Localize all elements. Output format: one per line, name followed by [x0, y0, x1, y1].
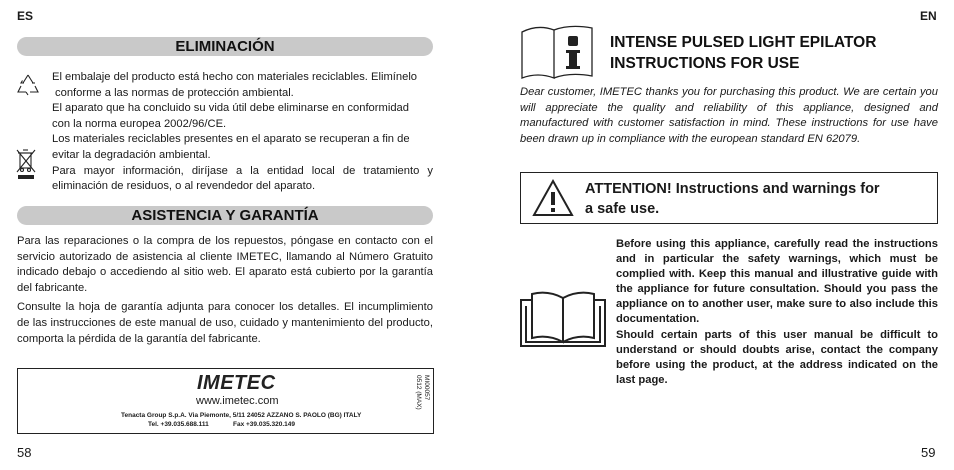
document-code [414, 375, 430, 410]
asistencia-p2: Consulte la hoja de garantía adjunta para conocer los detalles. El incumplimiento de las instrucciones de este manual de uso, cuidado y mantenimiento del producto, comporta la pérdida de la garantía del fabricante. [17, 301, 433, 345]
attention-line1: ATTENTION! Instructions and warnings for [585, 181, 880, 197]
company-fax: Fax +39.035.320.149 [233, 421, 295, 428]
manual-title [610, 32, 920, 74]
eliminacion-p4-line2: eliminación de residuos, o al revendedor del aparato. [52, 180, 316, 193]
attention-title [585, 179, 931, 219]
company-phone: Tel. +39.035.688.111 [148, 421, 209, 428]
eliminacion-p1-line1: El embalaje del producto está hecho con materiales reciclables. Elimínelo [52, 71, 418, 83]
crossed-bin-icon [15, 146, 37, 180]
page-number-left: 58 [17, 445, 32, 460]
eliminacion-p2-line1: El aparato que ha concluido su vida útil debe eliminarse en conformidad [52, 102, 409, 115]
imetec-contact-box [17, 368, 434, 434]
document-code-line2: 0512 (MAX) [415, 375, 422, 410]
section-title-eliminacion: ELIMINACIÓN [17, 37, 433, 56]
page-number-right: 59 [921, 445, 936, 460]
eliminacion-p1-line2: conforme a las normas de protección ambiental. [55, 86, 294, 99]
eliminacion-p4-line1: Para mayor información, diríjase a la entidad local de tratamiento y [52, 164, 433, 177]
language-code-en: EN [920, 9, 937, 23]
intro-paragraph: Dear customer, IMETEC thanks you for purchasing this product. We are certain you will appreciate the quality and reliability of this appliance, designed and manufactured with customer satisfaction in mind. These instructions for use have been drawn up in compliance with the european standard EN 62079. [520, 86, 938, 145]
language-code-es: ES [17, 9, 34, 23]
recycle-icon [15, 72, 41, 98]
safety-paragraph-2: Should certain parts of this user manual be difficult to understand or should doubts arise, contact the company before using the product, at the address indicated on the last page. [616, 328, 938, 386]
manual-title-line2: INSTRUCTIONS FOR USE [610, 55, 800, 72]
eliminacion-p3-line2: evitar la degradación ambiental. [52, 148, 211, 161]
website-link[interactable]: www.imetec.com [196, 395, 279, 407]
eliminacion-p3-line1: Los materiales reciclables presentes en el aparato se recuperan a fin de [52, 133, 410, 146]
info-book-icon [520, 22, 596, 80]
attention-line2: a safe use. [585, 201, 660, 217]
attention-box [520, 172, 938, 224]
section-title-asistencia: ASISTENCIA Y GARANTÍA [17, 206, 433, 225]
company-address: Tenacta Group S.p.A. Via Piemonte, 5/11 24052 AZZANO S. PAOLO (BG) ITALY [121, 412, 362, 419]
imetec-logo: IMETEC [197, 372, 276, 394]
eliminacion-p2-line2: con la norma europea 2002/96/CE. [52, 117, 227, 130]
safety-instructions [616, 237, 938, 388]
manual-title-line1: INTENSE PULSED LIGHT EPILATOR [610, 34, 877, 51]
safety-paragraph-1: Before using this appliance, carefully read the instructions and in particular the safety warnings, which must be complied with. Keep this manual and illustrative guide with the appliance for future consultation. Should you pass the appliance on to another user, make sure to also include this documentation. [616, 238, 938, 326]
eliminacion-text [52, 70, 433, 195]
warning-triangle-icon [531, 178, 575, 218]
open-book-icon [518, 288, 608, 348]
asistencia-p1: Para las reparaciones o la compra de los repuestos, póngase en contacto con el servicio autorizado de asistencia al cliente IMETEC, llamando al Número Gratuito indicado debajo o accediendo al sitio web. El aparato está cubierto por la garantía del fabricante. [17, 235, 433, 294]
asistencia-text [17, 234, 433, 347]
document-code-line1: MI00057 [423, 375, 430, 401]
